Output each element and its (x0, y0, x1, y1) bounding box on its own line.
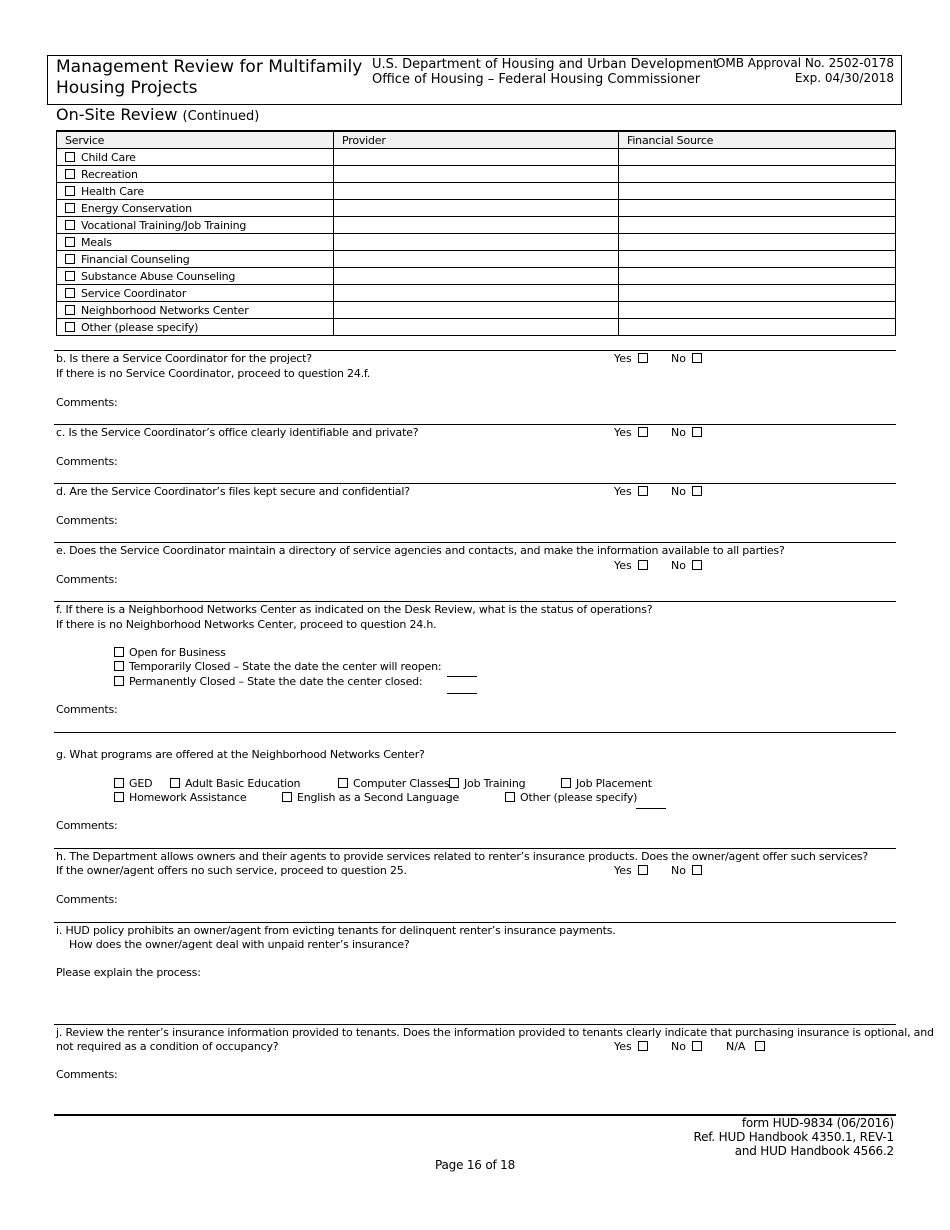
service-label: Neighborhood Networks Center (81, 303, 249, 317)
option-label: Homework Assistance (129, 791, 247, 804)
department-line2: Office of Housing – Federal Housing Commissioner (372, 72, 701, 87)
service-checkbox[interactable] (65, 254, 75, 264)
no-label: No (671, 485, 686, 498)
divider (54, 601, 896, 602)
form-title-line2: Housing Projects (56, 78, 198, 98)
no-label: No (671, 1040, 686, 1053)
question-d-yes (614, 485, 648, 498)
question-h: h. The Department allows owners and their agents to provide services related to renter’s insurance products. Does the owner/agent offer such services? (56, 850, 869, 863)
provider-input[interactable] (334, 285, 619, 302)
divider (54, 732, 896, 733)
no-checkbox[interactable] (692, 560, 702, 570)
provider-input[interactable] (334, 302, 619, 319)
service-label: Financial Counseling (81, 252, 190, 266)
page-number: Page 16 of 18 (435, 1158, 515, 1172)
na-checkbox[interactable] (755, 1041, 765, 1051)
question-j-no (671, 1040, 702, 1053)
service-cell (57, 285, 334, 302)
option-label: Permanently Closed – State the date the center closed: (129, 675, 423, 688)
services-table (56, 130, 896, 336)
question-j: j. Review the renter’s insurance information provided to tenants. Does the information provided to tenants clearly indicate that purchasing insurance is optional, and (56, 1026, 934, 1039)
option-label: GED (129, 777, 153, 790)
service-checkbox[interactable] (65, 186, 75, 196)
question-d-comments: Comments: (56, 514, 118, 527)
table-row (57, 149, 896, 166)
yes-label: Yes (614, 864, 632, 877)
omb-approval (716, 56, 894, 86)
form-number: form HUD-9834 (06/2016) (741, 1116, 894, 1130)
option-permanently-closed (114, 675, 422, 688)
financial-source-input[interactable] (619, 183, 896, 200)
service-cell (57, 234, 334, 251)
yes-checkbox[interactable] (638, 353, 648, 363)
financial-source-input[interactable] (619, 319, 896, 336)
divider (54, 542, 896, 543)
handbook-ref-2: and HUD Handbook 4566.2 (734, 1144, 894, 1158)
financial-source-input[interactable] (619, 217, 896, 234)
financial-source-input[interactable] (619, 200, 896, 217)
no-label: No (671, 559, 686, 572)
option-label: Job Training (464, 777, 526, 790)
option-label: Computer Classes (353, 777, 450, 790)
option-temporarily-closed (114, 660, 441, 673)
option-label: Temporarily Closed – State the date the center will reopen: (129, 660, 442, 673)
question-f: f. If there is a Neighborhood Networks Center as indicated on the Desk Review, what is the status of operations? (56, 603, 653, 616)
service-checkbox[interactable] (65, 220, 75, 230)
table-row (57, 234, 896, 251)
department (372, 57, 718, 87)
other-checkbox[interactable] (505, 792, 515, 802)
provider-input[interactable] (334, 183, 619, 200)
column-header-financial-source: Financial Source (619, 131, 896, 149)
form-title (56, 57, 366, 99)
question-b-yes (614, 352, 648, 365)
service-checkbox[interactable] (65, 271, 75, 281)
divider (54, 1024, 896, 1025)
divider (54, 350, 896, 351)
homework-assistance-checkbox[interactable] (114, 792, 124, 802)
option-label: Other (please specify) (520, 791, 638, 804)
service-cell (57, 319, 334, 336)
no-checkbox[interactable] (692, 1041, 702, 1051)
provider-input[interactable] (334, 200, 619, 217)
job-placement-checkbox[interactable] (561, 778, 571, 788)
closed-date-field[interactable] (447, 677, 477, 696)
question-c-no (671, 426, 702, 439)
option-label: English as a Second Language (297, 791, 460, 804)
service-cell (57, 268, 334, 285)
service-checkbox[interactable] (65, 305, 75, 315)
option-label: Job Placement (576, 777, 652, 790)
service-label: Substance Abuse Counseling (81, 269, 236, 283)
question-e: e. Does the Service Coordinator maintain a directory of service agencies and contacts, and make the information available to all parties? (56, 544, 785, 557)
no-label: No (671, 864, 686, 877)
financial-source-input[interactable] (619, 268, 896, 285)
service-label: Other (please specify) (81, 320, 199, 334)
no-checkbox[interactable] (692, 427, 702, 437)
provider-input[interactable] (334, 217, 619, 234)
question-i-explain: Please explain the process: (56, 966, 201, 979)
table-row (57, 268, 896, 285)
service-checkbox[interactable] (65, 152, 75, 162)
no-checkbox[interactable] (692, 486, 702, 496)
question-h-yes (614, 864, 648, 877)
temporarily-closed-checkbox[interactable] (114, 661, 124, 671)
footer-references (694, 1116, 895, 1158)
provider-input[interactable] (334, 319, 619, 336)
open-for-business-checkbox[interactable] (114, 647, 124, 657)
no-checkbox[interactable] (692, 865, 702, 875)
service-cell (57, 200, 334, 217)
option-label: Adult Basic Education (185, 777, 301, 790)
option-job-placement (561, 777, 652, 790)
computer-classes-checkbox[interactable] (338, 778, 348, 788)
question-j-line2: not required as a condition of occupancy? (56, 1040, 279, 1053)
service-checkbox[interactable] (65, 322, 75, 332)
option-ged (114, 777, 152, 790)
question-b-no (671, 352, 702, 365)
yes-checkbox[interactable] (638, 560, 648, 570)
yes-label: Yes (614, 426, 632, 439)
service-cell (57, 217, 334, 234)
divider (54, 424, 896, 425)
option-adult-basic-education (170, 777, 300, 790)
service-label: Child Care (81, 150, 136, 164)
question-i-line2: How does the owner/agent deal with unpaid renter’s insurance? (69, 938, 410, 951)
ged-checkbox[interactable] (114, 778, 124, 788)
service-label: Health Care (81, 184, 144, 198)
table-row (57, 319, 896, 336)
other-specify-field[interactable] (636, 792, 666, 811)
no-checkbox[interactable] (692, 353, 702, 363)
option-job-training (449, 777, 525, 790)
question-e-comments: Comments: (56, 573, 118, 586)
question-b-note: If there is no Service Coordinator, proceed to question 24.f. (56, 367, 371, 380)
option-other (505, 791, 637, 804)
service-label: Vocational Training/Job Training (81, 218, 247, 232)
financial-source-input[interactable] (619, 234, 896, 251)
provider-input[interactable] (334, 234, 619, 251)
service-cell (57, 251, 334, 268)
question-c-comments: Comments: (56, 455, 118, 468)
divider (54, 848, 896, 849)
yes-checkbox[interactable] (638, 1041, 648, 1051)
section-subtitle: (Continued) (182, 109, 260, 124)
option-label: Open for Business (129, 646, 226, 659)
omb-expiration: Exp. 04/30/2018 (794, 71, 894, 85)
question-g: g. What programs are offered at the Neighborhood Networks Center? (56, 748, 425, 761)
table-row (57, 251, 896, 268)
table-row (57, 285, 896, 302)
section-title (56, 105, 259, 124)
yes-label: Yes (614, 559, 632, 572)
question-f-comments: Comments: (56, 703, 118, 716)
handbook-ref-1: Ref. HUD Handbook 4350.1, REV-1 (693, 1130, 894, 1144)
service-checkbox[interactable] (65, 169, 75, 179)
section-title-main: On-Site Review (56, 105, 178, 124)
question-b-comments: Comments: (56, 396, 118, 409)
provider-input[interactable] (334, 251, 619, 268)
provider-input[interactable] (334, 149, 619, 166)
yes-label: Yes (614, 1040, 632, 1053)
adult-basic-education-checkbox[interactable] (170, 778, 180, 788)
financial-source-input[interactable] (619, 285, 896, 302)
question-d: d. Are the Service Coordinator’s files kept secure and confidential? (56, 485, 410, 498)
column-header-service: Service (57, 131, 334, 149)
financial-source-input[interactable] (619, 166, 896, 183)
form-title-line1: Management Review for Multifamily (56, 57, 363, 77)
table-row (57, 302, 896, 319)
question-d-no (671, 485, 702, 498)
service-label: Meals (81, 235, 112, 249)
financial-source-input[interactable] (619, 149, 896, 166)
esl-checkbox[interactable] (282, 792, 292, 802)
option-homework-assistance (114, 791, 246, 804)
option-computer-classes (338, 777, 449, 790)
omb-number: OMB Approval No. 2502-0178 (715, 56, 894, 70)
service-checkbox[interactable] (65, 237, 75, 247)
na-label: N/A (726, 1040, 746, 1053)
question-j-na (726, 1040, 765, 1053)
yes-checkbox[interactable] (638, 865, 648, 875)
provider-input[interactable] (334, 166, 619, 183)
service-cell (57, 302, 334, 319)
service-cell (57, 166, 334, 183)
question-i: i. HUD policy prohibits an owner/agent from evicting tenants for delinquent renter’s insurance payments. (56, 924, 616, 937)
table-row (57, 166, 896, 183)
question-f-note: If there is no Neighborhood Networks Center, proceed to question 24.h. (56, 618, 437, 631)
question-h-no (671, 864, 702, 877)
column-header-provider: Provider (334, 131, 619, 149)
service-label: Energy Conservation (81, 201, 192, 215)
service-cell (57, 183, 334, 200)
question-e-yes (614, 559, 648, 572)
table-row (57, 200, 896, 217)
yes-checkbox[interactable] (638, 486, 648, 496)
question-h-comments: Comments: (56, 893, 118, 906)
question-e-no (671, 559, 702, 572)
divider (54, 922, 896, 923)
question-h-note: If the owner/agent offers no such service, proceed to question 25. (56, 864, 407, 877)
divider (54, 483, 896, 484)
question-c-yes (614, 426, 648, 439)
financial-source-input[interactable] (619, 251, 896, 268)
table-row (57, 183, 896, 200)
option-open-for-business (114, 646, 226, 659)
question-c: c. Is the Service Coordinator’s office clearly identifiable and private? (56, 426, 419, 439)
question-j-comments: Comments: (56, 1068, 118, 1081)
service-cell (57, 149, 334, 166)
permanently-closed-checkbox[interactable] (114, 676, 124, 686)
table-row (57, 217, 896, 234)
question-g-comments: Comments: (56, 819, 118, 832)
no-label: No (671, 352, 686, 365)
no-label: No (671, 426, 686, 439)
service-label: Service Coordinator (81, 286, 187, 300)
yes-label: Yes (614, 352, 632, 365)
financial-source-input[interactable] (619, 302, 896, 319)
service-checkbox[interactable] (65, 288, 75, 298)
question-b: b. Is there a Service Coordinator for the project? (56, 352, 312, 365)
provider-input[interactable] (334, 268, 619, 285)
service-label: Recreation (81, 167, 138, 181)
yes-label: Yes (614, 485, 632, 498)
services-table-header (57, 131, 896, 149)
option-esl (282, 791, 459, 804)
department-line1: U.S. Department of Housing and Urban Development (372, 57, 719, 72)
service-checkbox[interactable] (65, 203, 75, 213)
question-j-yes (614, 1040, 648, 1053)
yes-checkbox[interactable] (638, 427, 648, 437)
job-training-checkbox[interactable] (449, 778, 459, 788)
